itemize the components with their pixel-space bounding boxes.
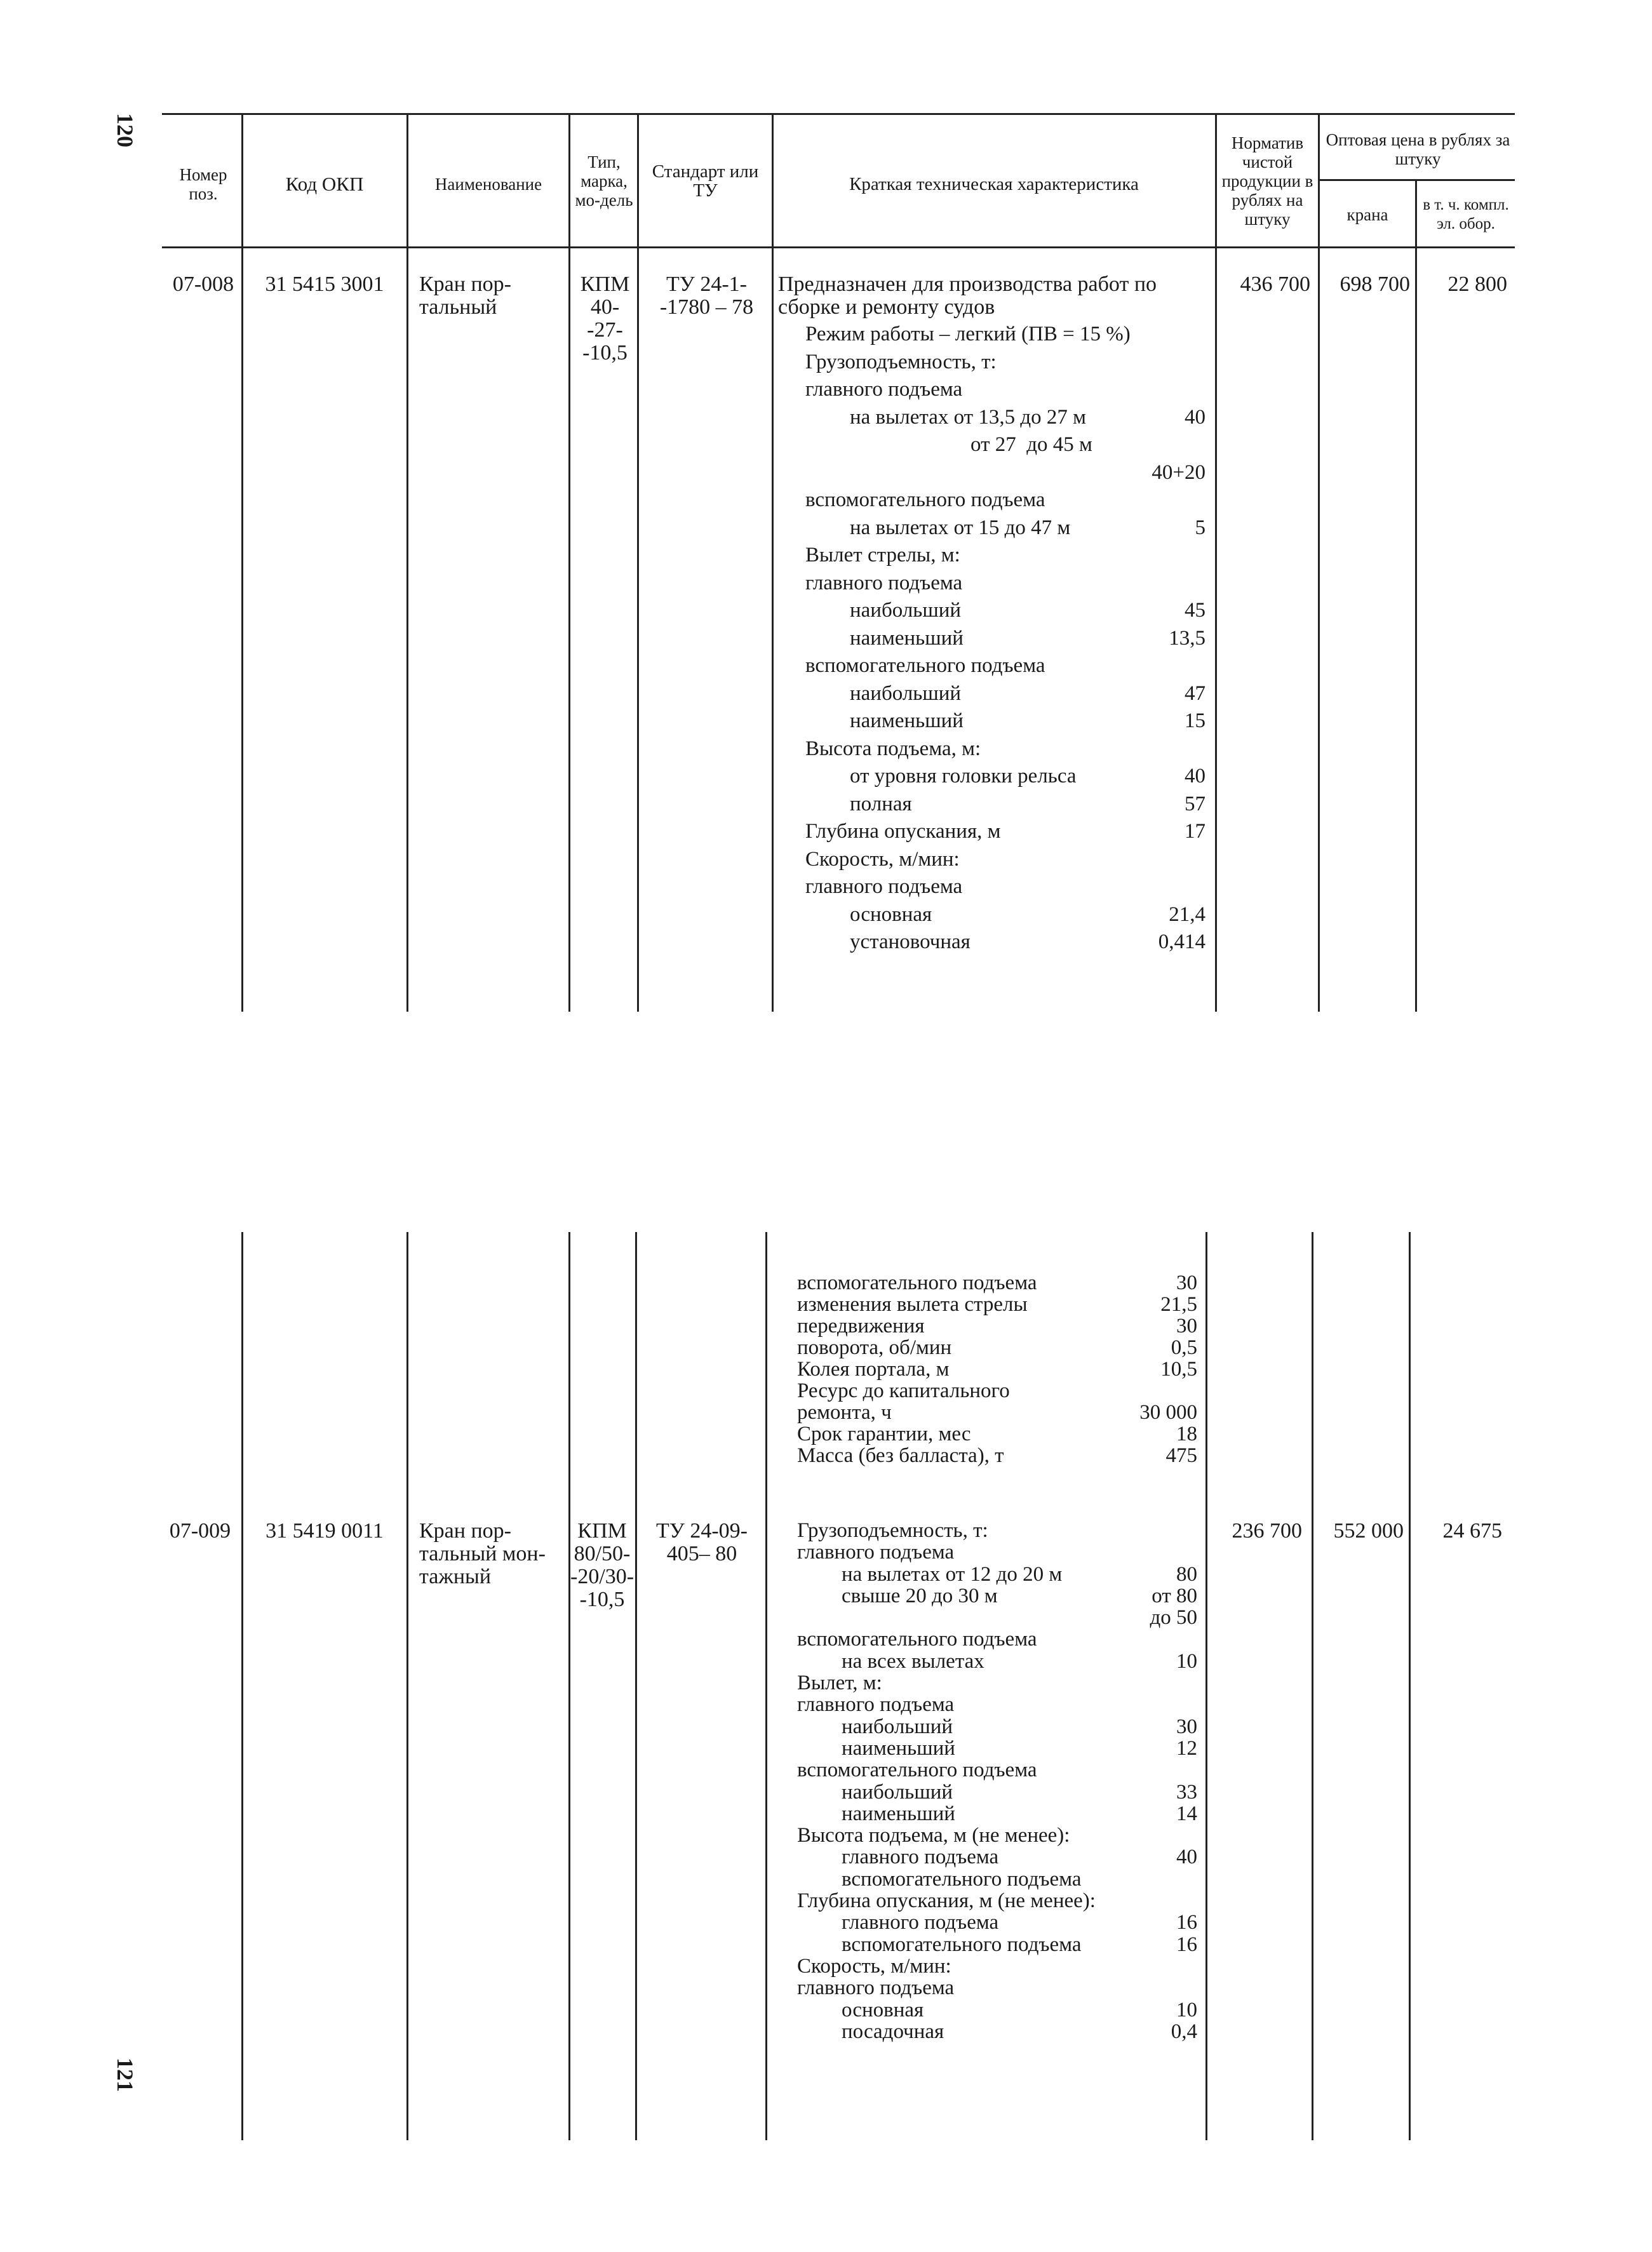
characteristic-value: 57 <box>1185 792 1205 815</box>
characteristic-row <box>797 1759 1197 1781</box>
characteristic-row <box>797 1825 1197 1846</box>
characteristic-row <box>797 1651 1197 1672</box>
characteristic-row <box>805 680 1205 708</box>
row1-el-equip: 22 800 <box>1447 272 1507 296</box>
characteristic-label: Высота подъема, м (не менее): <box>797 1824 1070 1847</box>
row1-okp: 31 5415 3001 <box>265 272 384 296</box>
characteristic-row <box>797 1358 1197 1380</box>
row1-std: ТУ 24-1- -1780 – 78 <box>659 272 754 319</box>
rule <box>568 113 570 1012</box>
rule <box>162 246 1515 248</box>
characteristic-label: Скорость, м/мин: <box>797 1954 951 1978</box>
characteristic-row <box>797 1934 1197 1955</box>
characteristic-label: главного подъема <box>797 1541 955 1564</box>
characteristic-row <box>805 901 1205 929</box>
characteristic-row <box>797 1337 1197 1358</box>
characteristic-value: 0,5 <box>1171 1336 1197 1359</box>
characteristic-row <box>797 1955 1197 1977</box>
characteristic-label: свыше 20 до 30 м <box>842 1584 998 1607</box>
header-name: Наименование <box>434 175 542 194</box>
characteristic-label: полная <box>850 792 912 815</box>
characteristic-row <box>797 1541 1197 1563</box>
characteristic-label: на вылетах от 15 до 47 м <box>850 516 1071 539</box>
characteristic-label: от уровня головки рельса <box>850 765 1077 788</box>
characteristic-value: от 80 <box>1152 1584 1197 1607</box>
characteristic-label: наименьший <box>842 1802 955 1825</box>
characteristic-value: 30 000 <box>1139 1401 1197 1424</box>
page-number-bottom: 121 <box>112 2058 138 2092</box>
header-norm: Норматив чистой продукции в рублях на штуку <box>1221 133 1313 229</box>
rule <box>1415 179 1417 1012</box>
characteristic-value: 30 <box>1176 1315 1197 1337</box>
rule <box>765 1232 767 2140</box>
characteristic-row <box>797 1315 1197 1337</box>
characteristic-label: вспомогательного подъема <box>797 1628 1037 1651</box>
characteristic-label: главного подъема <box>805 378 963 401</box>
characteristic-label: Колея портала, м <box>797 1358 950 1381</box>
characteristic-label: наибольший <box>850 681 962 705</box>
characteristic-value: 10 <box>1176 1649 1197 1673</box>
characteristic-row <box>805 791 1205 819</box>
characteristic-label: Грузоподъемность, т: <box>797 1519 988 1542</box>
characteristic-value: 12 <box>1176 1736 1197 1760</box>
characteristic-label: Масса (без балласта), т <box>797 1444 1004 1467</box>
rule <box>241 113 243 1012</box>
characteristic-label: Высота подъема, м: <box>805 737 981 760</box>
row2-std: ТУ 24-09-405– 80 <box>656 1519 748 1565</box>
characteristic-row <box>805 818 1205 846</box>
characteristic-row <box>805 459 1205 487</box>
characteristic-row <box>805 349 1205 377</box>
characteristic-label: ремонта, ч <box>797 1401 892 1424</box>
characteristic-label: поворота, об/мин <box>797 1336 952 1359</box>
rule <box>1318 113 1320 1012</box>
characteristic-row <box>805 735 1205 763</box>
row2-type: КПМ 80/50- -20/30- -10,5 <box>570 1519 635 1611</box>
characteristic-value: 10,5 <box>1160 1358 1197 1381</box>
characteristic-label: вспомогательного подъема <box>842 1867 1082 1891</box>
characteristic-value: 5 <box>1195 516 1205 539</box>
characteristic-label: наименьший <box>850 626 964 650</box>
rule <box>1215 113 1217 1012</box>
characteristic-row <box>805 846 1205 874</box>
characteristic-label: Режим работы – легкий (ПВ = 15 %) <box>805 323 1131 345</box>
characteristic-value: 0,4 <box>1171 2020 1197 2043</box>
rule <box>1409 1232 1411 2140</box>
characteristic-label: на вылетах от 12 до 20 м <box>842 1562 1063 1586</box>
characteristic-row <box>805 376 1205 404</box>
characteristic-value: 21,5 <box>1160 1293 1197 1316</box>
characteristic-row <box>797 1585 1197 1607</box>
characteristic-value: 47 <box>1185 681 1205 705</box>
characteristic-row <box>805 763 1205 791</box>
characteristic-value: 40 <box>1176 1846 1197 1869</box>
characteristic-label: наименьший <box>842 1736 955 1760</box>
characteristic-row <box>797 1628 1197 1650</box>
rule <box>635 1232 637 2140</box>
characteristic-label: главного подъема <box>797 1693 955 1717</box>
characteristic-row <box>797 1890 1197 1912</box>
header-price: Оптовая цена в рублях за штуку <box>1326 130 1510 168</box>
characteristic-value: 80 <box>1176 1562 1197 1586</box>
characteristic-row <box>805 570 1205 598</box>
page-number-top: 120 <box>112 113 138 147</box>
header-std: Стандарт или ТУ <box>652 161 759 201</box>
row1-norm: 436 700 <box>1240 272 1310 296</box>
characteristic-label: вспомогательного подъема <box>842 1933 1082 1956</box>
characteristic-row <box>797 1868 1197 1890</box>
characteristic-row <box>805 486 1205 514</box>
characteristic-value: до 50 <box>1150 1606 1197 1630</box>
characteristic-row <box>797 1672 1197 1694</box>
characteristic-row <box>797 1607 1197 1628</box>
characteristic-label: Ресурс до капитального <box>797 1379 1010 1402</box>
characteristic-row <box>805 625 1205 653</box>
characteristic-label: вспомогательного подъема <box>797 1271 1037 1294</box>
rule <box>1205 1232 1207 2140</box>
header-desc: Краткая техническая характеристика <box>849 174 1139 194</box>
characteristic-label: Глубина опускания, м <box>805 820 1001 843</box>
rule <box>406 113 408 1012</box>
characteristic-label: основная <box>842 1998 924 2021</box>
row1-num: 07-008 <box>172 272 234 296</box>
characteristic-label: наибольший <box>850 599 962 622</box>
characteristic-label: установочная <box>850 930 970 953</box>
row1-characteristics <box>805 321 1205 956</box>
characteristic-row <box>797 1716 1197 1738</box>
characteristic-row <box>805 597 1205 625</box>
header-incl: в т. ч. компл. эл. обор. <box>1423 196 1509 232</box>
characteristic-row <box>805 873 1205 901</box>
characteristic-label: изменения вылета стрелы <box>797 1293 1028 1316</box>
characteristic-label: от 27 до 45 м <box>970 433 1092 456</box>
rule <box>406 1232 408 2140</box>
rule <box>1312 1232 1313 2140</box>
rule <box>162 113 1515 115</box>
row1-type: КПМ 40- -27- -10,5 <box>580 272 630 365</box>
characteristic-label: главного подъема <box>797 1976 955 2000</box>
characteristic-row <box>797 1423 1197 1445</box>
characteristic-label: главного подъема <box>842 1846 999 1869</box>
header-num: Номер поз. <box>179 165 227 203</box>
characteristic-value: 14 <box>1176 1802 1197 1825</box>
characteristic-label: посадочная <box>842 2020 944 2043</box>
characteristic-row <box>805 707 1205 735</box>
characteristic-value: 18 <box>1176 1423 1197 1445</box>
characteristic-value: 16 <box>1176 1911 1197 1934</box>
characteristic-row <box>805 514 1205 542</box>
row2-el-equip: 24 675 <box>1442 1519 1502 1543</box>
characteristic-value: 475 <box>1165 1444 1197 1467</box>
characteristic-value: 40 <box>1185 405 1205 429</box>
row2-num: 07-009 <box>169 1519 231 1543</box>
characteristic-row <box>797 1694 1197 1715</box>
characteristic-row <box>797 1380 1197 1402</box>
characteristic-row <box>797 1402 1197 1423</box>
characteristic-row <box>797 1445 1197 1466</box>
continued-characteristics <box>797 1272 1197 1466</box>
characteristic-label: Глубина опускания, м (не менее): <box>797 1889 1096 1913</box>
characteristic-value: 30 <box>1176 1271 1197 1294</box>
characteristic-row <box>797 1803 1197 1825</box>
characteristic-row <box>797 1738 1197 1759</box>
characteristic-label: главного подъема <box>805 875 963 898</box>
characteristic-row <box>805 928 1205 956</box>
characteristic-row <box>797 1999 1197 2021</box>
characteristic-label: Вылет стрелы, м: <box>805 544 960 566</box>
characteristic-value: 15 <box>1185 709 1205 732</box>
rule <box>772 113 774 1012</box>
characteristic-value: 0,414 <box>1158 930 1205 953</box>
rule <box>241 1232 243 2140</box>
row2-okp: 31 5419 0011 <box>265 1519 384 1543</box>
characteristic-label: на вылетах от 13,5 до 27 м <box>850 405 1087 429</box>
characteristic-label: основная <box>850 902 932 926</box>
characteristic-label: вспомогательного подъема <box>797 1759 1037 1782</box>
characteristic-row <box>797 1781 1197 1803</box>
characteristic-value: 33 <box>1176 1780 1197 1804</box>
characteristic-value: 30 <box>1176 1715 1197 1738</box>
header-okp: Код ОКП <box>285 173 364 195</box>
characteristic-label: главного подъема <box>805 571 963 594</box>
row1-intro: Предназначен для производства работ по сборке и ремонту судов <box>778 272 1157 319</box>
characteristic-label: наибольший <box>842 1780 953 1804</box>
row2-norm: 236 700 <box>1232 1519 1302 1543</box>
characteristic-label: Грузоподъемность, т: <box>805 350 997 373</box>
row1-name: Кран пор-тальный <box>419 272 511 319</box>
rule <box>568 1232 570 2140</box>
row2-crane-price: 552 000 <box>1333 1519 1404 1543</box>
characteristic-label: Вылет, м: <box>797 1672 882 1695</box>
characteristic-row <box>797 1912 1197 1933</box>
characteristic-value: 17 <box>1185 820 1205 843</box>
characteristic-label: на всех вылетах <box>842 1649 984 1673</box>
characteristic-label: наименьший <box>850 709 964 732</box>
characteristic-value: 13,5 <box>1169 626 1205 650</box>
characteristic-row <box>797 1846 1197 1868</box>
rule <box>637 113 639 1012</box>
characteristic-row <box>797 2021 1197 2042</box>
characteristic-row <box>797 1977 1197 1999</box>
characteristic-value: 40+20 <box>1152 460 1205 484</box>
header-crane: крана <box>1346 204 1388 224</box>
characteristic-value: 40 <box>1185 765 1205 788</box>
characteristic-label: вспомогательного подъема <box>805 488 1045 511</box>
characteristic-row <box>805 542 1205 570</box>
characteristic-row <box>805 652 1205 680</box>
row1-crane-price: 698 700 <box>1340 272 1410 296</box>
characteristic-label: передвижения <box>797 1315 925 1337</box>
characteristic-row <box>805 321 1205 349</box>
characteristic-row <box>805 431 1205 459</box>
characteristic-label: Скорость, м/мин: <box>805 847 960 871</box>
row2-characteristics <box>797 1520 1197 2042</box>
characteristic-label: главного подъема <box>842 1911 999 1934</box>
characteristic-value: 21,4 <box>1169 902 1205 926</box>
characteristic-row <box>797 1294 1197 1315</box>
characteristic-row <box>805 404 1205 432</box>
characteristic-row <box>797 1564 1197 1585</box>
characteristic-label: вспомогательного подъема <box>805 654 1045 677</box>
row2-name: Кран пор-тальный мон-тажный <box>419 1519 546 1588</box>
characteristic-row <box>797 1520 1197 1541</box>
characteristic-value: 45 <box>1185 599 1205 622</box>
characteristic-label: наибольший <box>842 1715 953 1738</box>
characteristic-value: 10 <box>1176 1998 1197 2021</box>
characteristic-value: 16 <box>1176 1933 1197 1956</box>
header-type: Тип, марка, мо-дель <box>575 152 633 210</box>
characteristic-label: Срок гарантии, мес <box>797 1423 971 1445</box>
characteristic-row <box>797 1272 1197 1294</box>
